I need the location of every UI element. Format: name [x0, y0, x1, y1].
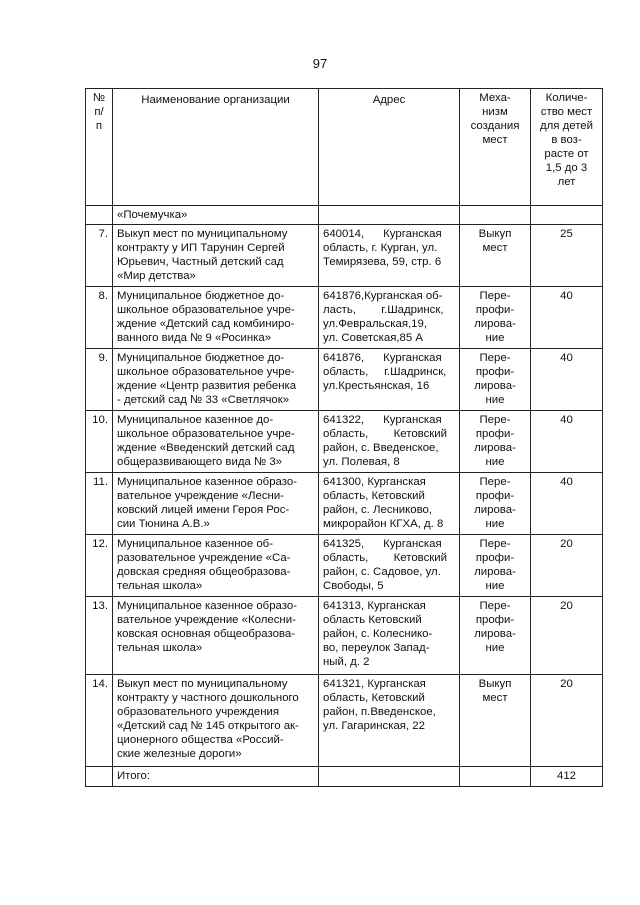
total-address: [319, 767, 460, 787]
table-row: [86, 411, 603, 473]
places-table: [85, 88, 603, 787]
table-row: [86, 597, 603, 675]
row-organization: Муниципальное казенное образо- вательное учреждение «Колесни- ковская основная общеобразова- тельная школа»: [113, 597, 319, 675]
row-number: 10.: [86, 411, 113, 473]
header-number: № п/ п: [86, 89, 113, 206]
row-mechanism: Пере- профи- лирова- ние: [460, 535, 531, 597]
continuation-name: «Почемучка»: [113, 206, 319, 225]
row-address: 641322, Курганская область, Кетовский район, с. Введенское, ул. Полевая, 8: [319, 411, 460, 473]
row-number: 13.: [86, 597, 113, 675]
row-number: 14.: [86, 675, 113, 767]
row-count: 40: [531, 287, 603, 349]
row-number: 9.: [86, 349, 113, 411]
row-count: 20: [531, 597, 603, 675]
row-number: 8.: [86, 287, 113, 349]
row-organization: Выкуп мест по муниципальному контракту у частного дошкольного образовательного учреждения «Детский сад № 145 открытого ак- ционерного общества «Россий- ские железные дороги»: [113, 675, 319, 767]
row-organization: Муниципальное бюджетное до- школьное образовательное учре- ждение «Центр развития ребенка - детский сад № 33 «Светлячок»: [113, 349, 319, 411]
continuation-mechanism: [460, 206, 531, 225]
row-address: 641300, Курганская область, Кетовский район, с. Лесниково, микрорайон КГХА, д. 8: [319, 473, 460, 535]
header-count: Количе- ство мест для детей в воз- расте от 1,5 до 3 лет: [531, 89, 603, 206]
row-mechanism: Пере- профи- лирова- ние: [460, 473, 531, 535]
row-address: 641876, Курганская область, г.Шадринск, ул.Крестьянская, 16: [319, 349, 460, 411]
row-address: 641876,Курганская об- ласть, г.Шадринск, ул.Февральская,19, ул. Советская,85 А: [319, 287, 460, 349]
table-row: [86, 225, 603, 287]
continuation-num: [86, 206, 113, 225]
table-row: [86, 287, 603, 349]
row-count: 20: [531, 675, 603, 767]
table-header-row: [86, 89, 603, 206]
row-count: 40: [531, 473, 603, 535]
total-num: [86, 767, 113, 787]
row-address: 641325, Курганская область, Кетовский район, с. Садовое, ул. Свободы, 5: [319, 535, 460, 597]
row-mechanism: Пере- профи- лирова- ние: [460, 349, 531, 411]
header-address: Адрес: [319, 89, 460, 206]
header-mechanism: Меха- низм создания мест: [460, 89, 531, 206]
row-number: 11.: [86, 473, 113, 535]
row-mechanism: Пере- профи- лирова- ние: [460, 411, 531, 473]
table-row: [86, 349, 603, 411]
row-address: 641313, Курганская область Кетовский район, с. Колеснико- во, переулок Запад- ный, д. 2: [319, 597, 460, 675]
continuation-count: [531, 206, 603, 225]
row-mechanism: Выкуп мест: [460, 675, 531, 767]
row-organization: Муниципальное казенное об- разовательное учреждение «Са- довская средняя общеобразова- тельная школа»: [113, 535, 319, 597]
row-count: 25: [531, 225, 603, 287]
continuation-row: [86, 206, 603, 225]
row-number: 7.: [86, 225, 113, 287]
total-mechanism: [460, 767, 531, 787]
row-address: 640014, Курганская область, г. Курган, ул. Темирязева, 59, стр. 6: [319, 225, 460, 287]
row-count: 20: [531, 535, 603, 597]
total-row: [86, 767, 603, 787]
row-number: 12.: [86, 535, 113, 597]
row-mechanism: Пере- профи- лирова- ние: [460, 597, 531, 675]
row-mechanism: Пере- профи- лирова- ние: [460, 287, 531, 349]
total-label: Итого:: [113, 767, 319, 787]
row-mechanism: Выкуп мест: [460, 225, 531, 287]
table-row: [86, 473, 603, 535]
row-organization: Муниципальное казенное до- школьное образовательное учре- ждение «Введенский детский сад общеразвивающего вида № 3»: [113, 411, 319, 473]
total-value: 412: [531, 767, 603, 787]
row-count: 40: [531, 349, 603, 411]
row-address: 641321, Курганская область, Кетовский район, п.Введенское, ул. Гагаринская, 22: [319, 675, 460, 767]
row-count: 40: [531, 411, 603, 473]
header-organization: Наименование организации: [113, 89, 319, 206]
row-organization: Муниципальное бюджетное до- школьное образовательное учре- ждение «Детский сад комбиниро- ванного вида № 9 «Росинка»: [113, 287, 319, 349]
row-organization: Муниципальное казенное образо- вательное учреждение «Лесни- ковский лицей имени Героя Рос- сии Тюнина А.В.»: [113, 473, 319, 535]
page-number: 97: [312, 56, 328, 71]
table-row: [86, 535, 603, 597]
table-row: [86, 675, 603, 767]
continuation-address: [319, 206, 460, 225]
row-organization: Выкуп мест по муниципальному контракту у ИП Тарунин Сергей Юрьевич, Частный детский сад «Мир детства»: [113, 225, 319, 287]
